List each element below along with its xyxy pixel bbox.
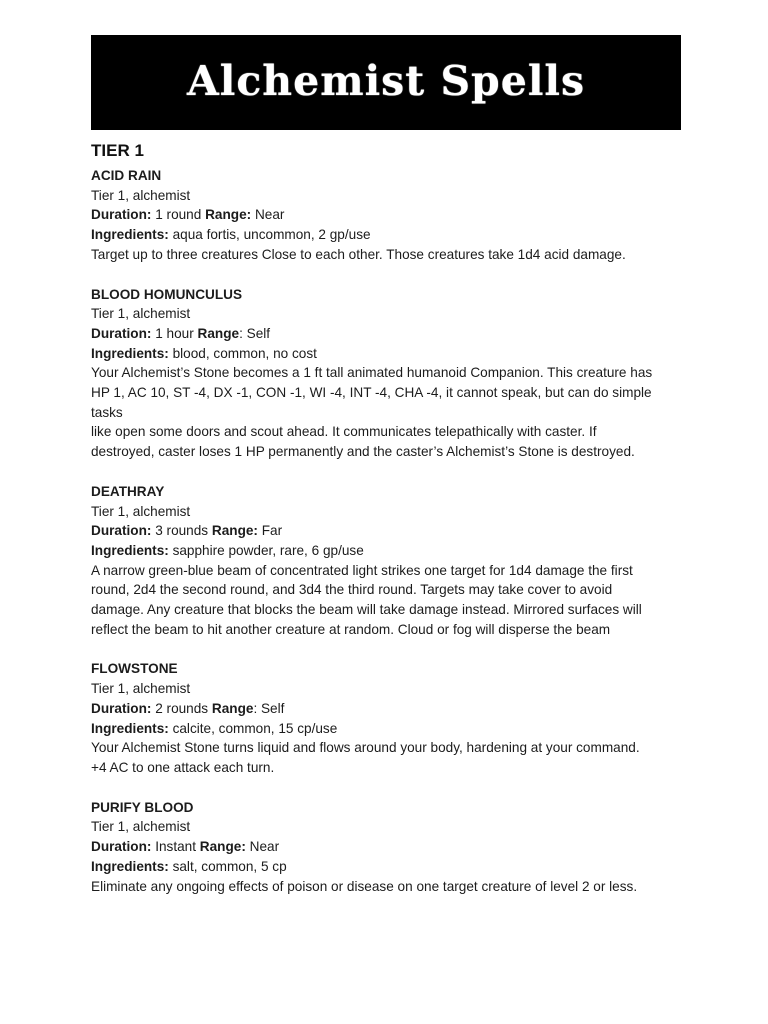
range-label: Range [211, 700, 254, 716]
spell-description-line: Your Alchemist’s Stone becomes a 1 ft tall animated humanoid Companion. This creature has [91, 365, 653, 381]
spell-description-line: like open some doors and scout ahead. It communicates telepathically with caster. If [91, 424, 597, 440]
duration-value: Instant [155, 839, 197, 855]
duration-value: 3 rounds [155, 523, 209, 539]
ingredients-value: salt, common, 5 cp [172, 858, 287, 874]
page-title: Alchemist Spells [186, 56, 586, 105]
spell-name: BLOOD HOMUNCULUS [91, 286, 243, 302]
title-banner [91, 35, 681, 130]
range-label: Range: [199, 839, 246, 855]
spell-tier: Tier 1, alchemist [91, 306, 191, 322]
range-value: : Self [253, 700, 285, 716]
ingredients-label: Ingredients: [91, 720, 169, 736]
ingredients-label: Ingredients: [91, 858, 169, 874]
range-value: Near [249, 839, 280, 855]
duration-label: Duration: [91, 700, 152, 716]
spell-name: PURIFY BLOOD [91, 799, 194, 815]
range-value: Near [254, 207, 285, 223]
spell-tier: Tier 1, alchemist [91, 681, 191, 697]
ingredients-value: calcite, common, 15 cp/use [172, 720, 338, 736]
ingredients-label: Ingredients: [91, 227, 169, 243]
duration-value: 2 rounds [155, 700, 209, 716]
spell-duration-range [91, 699, 681, 719]
ingredients-value: aqua fortis, uncommon, 2 gp/use [172, 227, 371, 243]
spell-purify-blood [91, 798, 681, 897]
spell-description-line: damage. Any creature that blocks the beam will take damage instead. Mirrored surfaces will [91, 602, 642, 618]
tier-heading: TIER 1 [91, 141, 144, 160]
spell-description-line: destroyed, caster loses 1 HP permanently and the caster’s Alchemist’s Stone is destroyed. [91, 444, 635, 460]
range-label: Range [197, 325, 240, 341]
duration-value: 1 hour [155, 325, 194, 341]
spell-description-line: HP 1, AC 10, ST -4, DX -1, CON -1, WI -4, INT -4, CHA -4, it cannot speak, but can do simple tasks [91, 385, 652, 420]
spell-flowstone [91, 659, 681, 777]
spell-ingredients [91, 344, 681, 364]
spell-description-line: reflect the beam to hit another creature at random. Cloud or fog will disperse the beam [91, 621, 611, 637]
spell-name: DEATHRAY [91, 483, 165, 499]
spell-description-line: round, 2d4 the second round, and 3d4 the third round. Targets may take cover to avoid [91, 582, 613, 598]
range-value: : Self [239, 325, 271, 341]
duration-label: Duration: [91, 207, 152, 223]
spell-deathray [91, 482, 681, 640]
duration-label: Duration: [91, 523, 152, 539]
duration-label: Duration: [91, 325, 152, 341]
spell-tier: Tier 1, alchemist [91, 819, 191, 835]
spell-duration-range [91, 837, 681, 857]
spell-description-line: Your Alchemist Stone turns liquid and flows around your body, hardening at your command. [91, 740, 640, 756]
spell-description-line: Eliminate any ongoing effects of poison or disease on one target creature of level 2 or less. [91, 878, 638, 894]
spell-ingredients [91, 541, 681, 561]
spell-description-line: Target up to three creatures Close to each other. Those creatures take 1d4 acid damage. [91, 246, 626, 262]
spell-acid-rain [91, 166, 681, 265]
ingredients-value: sapphire powder, rare, 6 gp/use [172, 542, 364, 558]
duration-value: 1 round [155, 207, 202, 223]
spell-description-line: +4 AC to one attack each turn. [91, 759, 275, 775]
spell-blood-homunculus [91, 285, 681, 462]
document-page [91, 35, 681, 896]
spell-description-line: A narrow green-blue beam of concentrated light strikes one target for 1d4 damage the first [91, 562, 633, 578]
ingredients-label: Ingredients: [91, 345, 169, 361]
spell-ingredients [91, 857, 681, 877]
spell-ingredients [91, 225, 681, 245]
spell-duration-range [91, 324, 681, 344]
spell-duration-range [91, 521, 681, 541]
spell-tier: Tier 1, alchemist [91, 187, 191, 203]
spell-name: FLOWSTONE [91, 661, 178, 677]
range-label: Range: [205, 207, 252, 223]
spell-duration-range [91, 205, 681, 225]
duration-label: Duration: [91, 839, 152, 855]
spell-tier: Tier 1, alchemist [91, 503, 191, 519]
spell-name: ACID RAIN [91, 168, 162, 183]
range-value: Far [261, 523, 283, 539]
spell-ingredients [91, 719, 681, 739]
ingredients-value: blood, common, no cost [172, 345, 317, 361]
ingredients-label: Ingredients: [91, 542, 169, 558]
range-label: Range: [211, 523, 258, 539]
